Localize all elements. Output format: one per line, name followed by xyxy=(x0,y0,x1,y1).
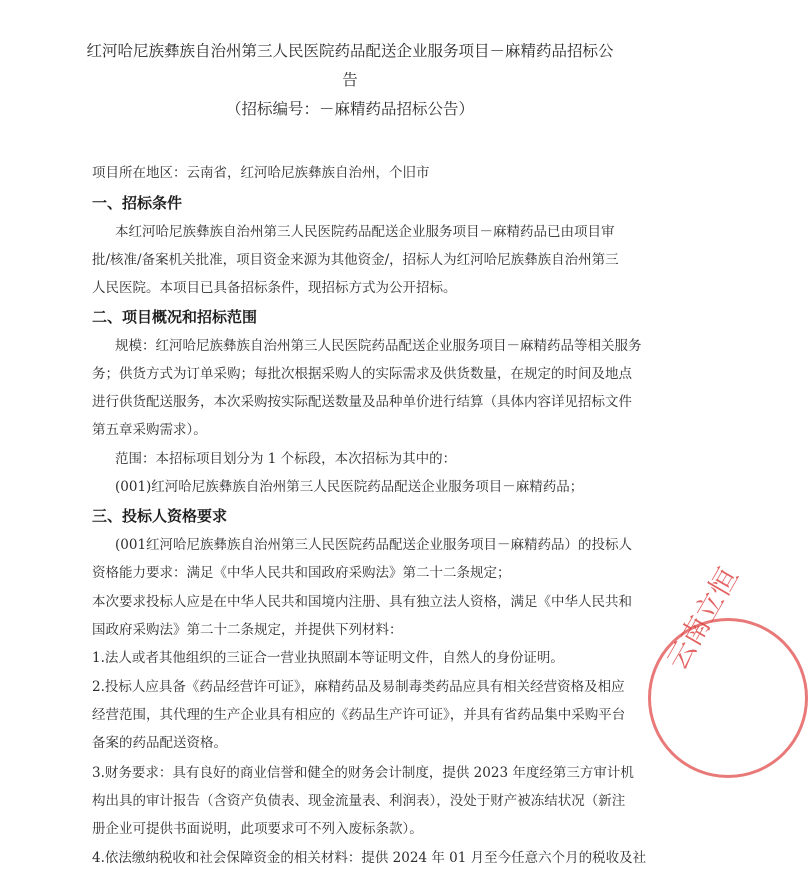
paragraph-line: 册企业可提供书面说明，此项要求可不列入废标条款）。 xyxy=(92,821,423,837)
paragraph-line: (001红河哈尼族彝族自治州第三人民医院药品配送企业服务项目－麻精药品）的投标人 xyxy=(115,537,633,553)
paragraph-line: 务；供货方式为订单采购；每批次根据采购人的实际需求及供货数量，在规定的时间及地点 xyxy=(92,366,632,382)
paragraph-line: 批/核准/备案机关批准，项目资金来源为其他资金/，招标人为红河哈尼族彝族自治州第三 xyxy=(92,252,619,268)
paragraph-line: 构出具的审计报告（含资产负债表、现金流量表、利润表），没处于财产被冻结状况（新注 xyxy=(92,793,626,809)
paragraph-line: 经营范围，其代理的生产企业具有相应的《药品生产许可证》，并具有省药品集中采购平台 xyxy=(92,707,626,723)
paragraph-line: 资格能力要求：满足《中华人民共和国政府采购法》第二十二条规定； xyxy=(92,565,511,581)
paragraph-line: 第五章采购需求）。 xyxy=(92,422,207,438)
paragraph-line: 本次要求投标人应是在中华人民共和国境内注册、具有独立法人资格，满足《中华人民共和 xyxy=(92,594,632,610)
paragraph-line: 本红河哈尼族彝族自治州第三人民医院药品配送企业服务项目－麻精药品已由项目审 xyxy=(115,224,615,240)
requirement-item-3: 3.财务要求：具有良好的商业信誉和健全的财务会计制度，提供 2023 年度经第三方审计机 xyxy=(92,765,634,781)
requirement-item-1: 1.法人或者其他组织的三证合一营业执照副本等证明文件，自然人的身份证明。 xyxy=(92,650,564,666)
paragraph-line: 国政府采购法》第二十二条规定，并提供下列材料： xyxy=(92,622,403,638)
paragraph-line: 进行供货配送服务，本次采购按实际配送数量及品种单价进行结算（具体内容详见招标文件 xyxy=(92,394,632,410)
requirement-item-4: 4.依法缴纳税收和社会保障资金的相关材料：提供 2024 年 01 月至今任意六个月的税收及社 xyxy=(92,850,647,866)
document-title-line2: 告 xyxy=(342,71,358,89)
section-heading-bidder-qualifications: 三、投标人资格要求 xyxy=(92,507,228,525)
tender-number: （招标编号：－麻精药品招标公告） xyxy=(225,100,474,118)
section-heading-project-overview: 二、项目概况和招标范围 xyxy=(92,308,258,326)
project-location: 项目所在地区：云南省，红河哈尼族彝族自治州，个旧市 xyxy=(92,165,430,181)
requirement-item-2: 2.投标人应具备《药品经营许可证》，麻精药品及易制毒类药品应具有相关经营资格及相应 xyxy=(92,679,625,695)
document-title-line1: 红河哈尼族彝族自治州第三人民医院药品配送企业服务项目－麻精药品招标公 xyxy=(86,42,614,60)
section-heading-tender-conditions: 一、招标条件 xyxy=(92,194,183,212)
lot-line: (001)红河哈尼族彝族自治州第三人民医院药品配送企业服务项目－麻精药品； xyxy=(115,479,584,495)
scope-line: 范围：本招标项目划分为 1 个标段，本次招标为其中的： xyxy=(115,451,457,467)
paragraph-line: 规模：红河哈尼族彝族自治州第三人民医院药品配送企业服务项目－麻精药品等相关服务 xyxy=(115,338,642,354)
company-seal-text: 云南立恒 xyxy=(660,561,745,676)
paragraph-line: 人民医院。本项目已具备招标条件，现招标方式为公开招标。 xyxy=(92,280,457,296)
paragraph-line: 备案的药品配送资格。 xyxy=(92,735,227,751)
